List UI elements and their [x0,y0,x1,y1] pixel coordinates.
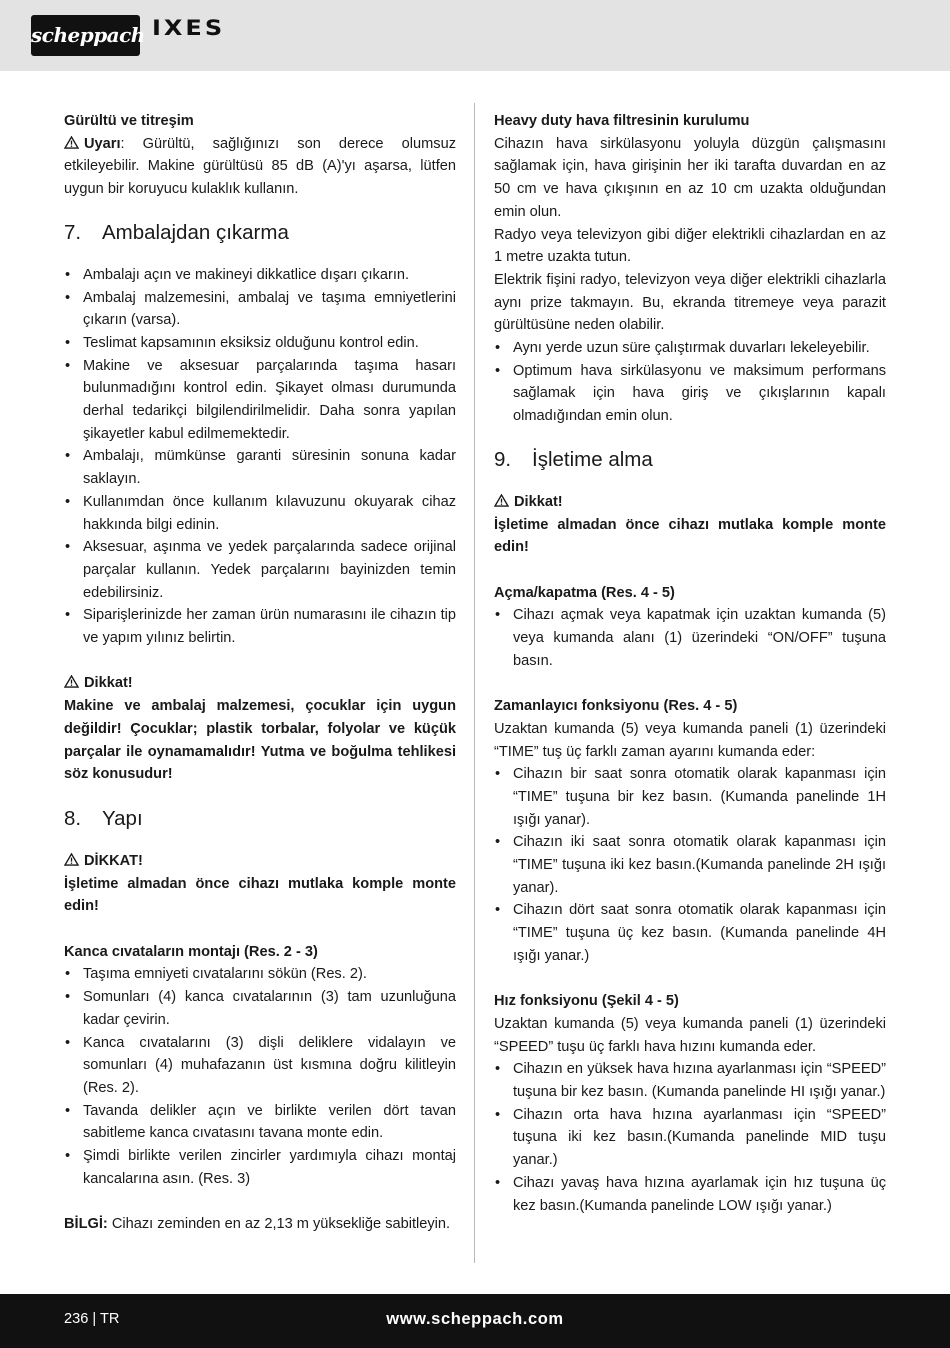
left-column [64,110,456,1236]
column-divider [474,103,475,1263]
list-item: • Cihazın bir saat sonra otomatik olarak kapanması için “TIME” tuşuna bir kez basın. (Kumanda panelinde 1H ışığı yanar). [494,763,886,831]
list-item: • Kullanımdan önce kullanım kılavuzunu okuyarak cihaz hakkında bilgi edinin. [64,491,456,536]
attention-label [494,491,886,514]
product-line-logo: IXES [152,15,226,41]
list-item: • Cihazın en yüksek hava hızına ayarlanması için “SPEED” tuşuna bir kez basın. (Kumanda panelinde HI ışığı yanar.) [494,1058,886,1103]
list-item: • Kanca cıvatalarını (3) dişli deliklere vidalayın ve somunları (4) muhafazanın üst kısmına doğru kilitleyin (Res. 2). [64,1032,456,1100]
onoff-title: Açma/kapatma (Res. 4 - 5) [494,584,675,601]
attention-label [64,850,456,873]
list-item: • Ambalajı, mümkünse garanti süresinin sonuna kadar saklayın. [64,445,456,490]
speed-list [494,1058,886,1217]
list-item: • Aynı yerde uzun süre çalıştırmak duvarları lekeleyebilir. [494,337,886,360]
brand-logo-text: scheppach [31,23,145,47]
filter-list [494,337,886,428]
paragraph: Radyo veya televizyon gibi diğer elektrikli cihazlardan en az 1 metre uzakta tutun. [494,226,886,266]
noise-warning [64,133,456,201]
list-item: • Siparişlerinizde her zaman ürün numarasını ile cihazın tip ve yapım yılınız belirtin. [64,604,456,649]
page-footer [0,1294,950,1348]
noise-warning-label: Uyarı [84,135,121,152]
filter-title: Heavy duty hava filtresinin kurulumu [494,113,750,129]
list-item: • Tavanda delikler açın ve birlikte verilen dört tavan sabitleme kanca cıvatasını tavana monte edin. [64,1100,456,1145]
list-item: • Teslimat kapsamının eksiksiz olduğunu kontrol edin. [64,332,456,355]
section-9-heading [494,447,886,473]
list-item: • Cihazı yavaş hava hızına ayarlamak için hız tuşuna üç kez basın.(Kumanda panelinde LOW ışığı yanar.) [494,1172,886,1217]
attention-label-text: DİKKAT! [84,852,143,869]
timer-list [494,763,886,967]
list-item: • Somunları (4) kanca cıvatalarının (3) tam uzunluğuna kadar çevirin. [64,986,456,1031]
section-9-title: İşletime alma [532,447,653,471]
paragraph: Uzaktan kumanda (5) veya kumanda paneli (1) üzerindeki “SPEED” tuşu üç farklı hava hızını kumanda eder. [494,1015,886,1055]
list-item: • Aksesuar, aşınma ve yedek parçalarında sadece orijinal parçalar kullanın. Yedek parçalarını bayinizden temin edebilirsiniz. [64,536,456,604]
unpacking-list [64,264,456,650]
list-item: • Cihazın dört saat sonra otomatik olarak kapanması için “TIME” tuşuna üç kez basın. (Kumanda panelinde 4H ışığı yanar.) [494,899,886,967]
list-item: • Optimum hava sirkülasyonu ve maksimum performans sağlamak için hava giriş ve çıkışlarının kapalı olmadığından emin olun. [494,360,886,428]
warning-icon [64,853,79,866]
section-7-heading [64,220,456,246]
section-9-number: 9. [494,447,512,471]
noise-title: Gürültü ve titreşim [64,113,194,129]
warning-icon [494,494,509,507]
attention-label [64,672,456,695]
warning-icon [64,675,79,688]
timer-title: Zamanlayıcı fonksiyonu (Res. 4 - 5) [494,698,738,715]
list-item: • Cihazın iki saat sonra otomatik olarak kapanması için “TIME” tuşuna iki kez basın.(Kumanda panelinde 2H ışığı yanar). [494,831,886,899]
warning-icon [64,136,79,149]
hook-bolts-list [64,963,456,1190]
list-item: • Ambalajı açın ve makineyi dikkatlice dışarı çıkarın. [64,264,456,287]
speed-title: Hız fonksiyonu (Şekil 4 - 5) [494,993,679,1010]
info-label: BİLGİ: [64,1216,108,1233]
list-item: • Cihazı açmak veya kapatmak için uzaktan kumanda (5) veya kumanda alanı (1) üzerindeki “ON/OFF” tuşuna basın. [494,604,886,672]
paragraph: Uzaktan kumanda (5) veya kumanda paneli (1) üzerindeki “TIME” tuş üç farklı zaman ayarını kumanda eder: [494,720,886,760]
list-item: • Şimdi birlikte verilen zincirler yardımıyla cihazı montaj kancalarına asın. (Res. 3) [64,1145,456,1190]
hook-bolts-title: Kanca cıvataların montajı (Res. 2 - 3) [64,943,318,960]
list-item: • Makine ve aksesuar parçalarında taşıma hasarı bulunmadığını kontrol edin. Şikayet olması durumunda derhal tedarikçi bilgilendirilmelidir. Daha sonra yapılan şikayetler kabul edilmemektedir. [64,355,456,446]
section-8-number: 8. [64,806,82,830]
attention-text: İşletime almadan önce cihazı mutlaka komple monte edin! [494,516,886,556]
attention-label-text: Dikkat! [514,493,563,510]
info-note [64,1213,456,1236]
attention-text: Makine ve ambalaj malzemesi, çocuklar için uygun değildir! Çocuklar; plastik torbalar, folyolar ve küçük parçalar ile oynamamalıdır! Yutma ve boğulma tehlikesi söz konusudur! [64,698,456,783]
list-item: • Taşıma emniyeti cıvatalarını sökün (Res. 2). [64,963,456,986]
brand-logo [31,15,145,56]
paragraph: Elektrik fişini radyo, televizyon veya diğer elektrikli cihazlarla aynı prize takmayın. Bu, ekranda titremeye veya parazit gürültüsüne neden olabilir. [494,271,886,334]
list-item: • Ambalaj malzemesini, ambalaj ve taşıma emniyetlerini çıkarın (varsa). [64,287,456,332]
section-8-title: Yapı [102,806,143,830]
section-7-title: Ambalajdan çıkarma [102,220,289,244]
website-link[interactable]: www.scheppach.com [386,1310,564,1328]
onoff-list [494,604,886,672]
attention-text: İşletime almadan önce cihazı mutlaka komple monte edin! [64,875,456,915]
section-8-heading [64,806,456,832]
attention-label-text: Dikkat! [84,675,133,692]
noise-warning-text: : Gürültü, sağlığınızı son derece olumsuz etkileyebilir. Makine gürültüsü 85 dB (A)'yı aşarsa, lütfen uygun bir koruyucu kulaklık kullanın. [64,135,456,198]
right-column [494,110,886,1217]
list-item: • Cihazın orta hava hızına ayarlanması için “SPEED” tuşuna iki kez basın.(Kumanda panelinde MID tuşu yanar.) [494,1104,886,1172]
page-header [0,0,950,71]
page-number: 236 | TR [64,1311,120,1327]
section-7-number: 7. [64,220,82,244]
paragraph: Cihazın hava sirkülasyonu yoluyla düzgün çalışmasını sağlamak için, hava girişinin her iki tarafta duvardan en az 50 cm ve hava çıkışının en az 10 cm uzakta olduğundan emin olun. [494,135,886,220]
info-text: Cihazı zeminden en az 2,13 m yüksekliğe sabitleyin. [107,1216,451,1233]
